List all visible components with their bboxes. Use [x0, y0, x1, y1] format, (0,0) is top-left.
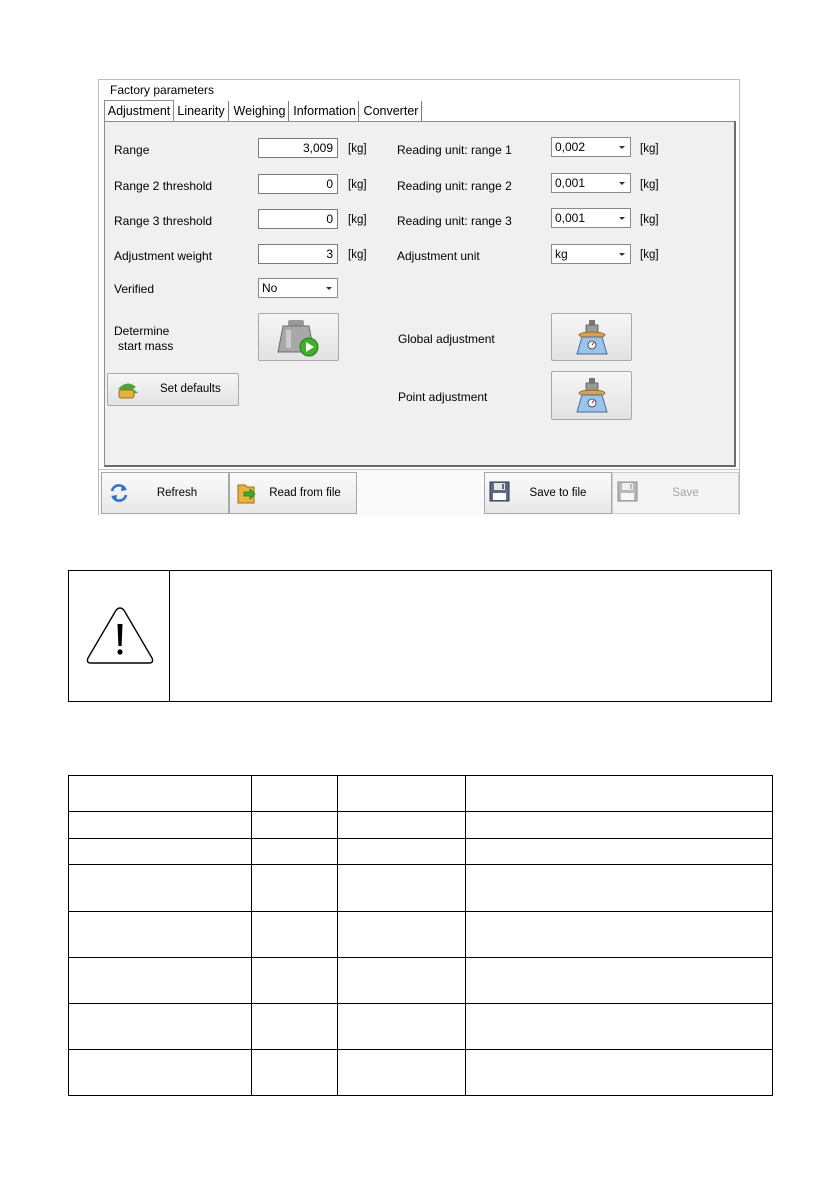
save-to-file-button[interactable]	[484, 472, 612, 514]
reading-unit-range2-select[interactable]	[551, 173, 631, 193]
range3-threshold-label: Range 3 threshold	[114, 214, 213, 228]
table-row	[69, 958, 773, 1004]
table-cell	[466, 839, 773, 865]
range3-threshold-input[interactable]: 0	[258, 209, 338, 229]
table-cell	[69, 1050, 252, 1096]
range2-threshold-input[interactable]: 0	[258, 174, 338, 194]
tab-information[interactable]: Information	[291, 101, 359, 121]
chevron-down-icon	[326, 287, 332, 290]
range2-threshold-label: Range 2 threshold	[114, 179, 213, 193]
table-cell	[69, 865, 252, 912]
table-row	[69, 912, 773, 958]
reading-unit-range1-value: 0,002	[555, 140, 586, 154]
save-button[interactable]	[612, 472, 739, 514]
save-label: Save	[672, 487, 699, 499]
bottom-toolbar	[99, 469, 739, 516]
table-cell	[69, 776, 252, 812]
range-label: Range	[114, 143, 150, 157]
table-cell	[338, 865, 466, 912]
table-cell	[338, 839, 466, 865]
weight-play-icon	[259, 314, 340, 362]
adjustment-weight-label: Adjustment weight	[114, 249, 213, 263]
table-cell	[69, 958, 252, 1004]
warning-triangle-icon	[83, 604, 157, 668]
table-cell	[338, 912, 466, 958]
reading-unit-range3-value: 0,001	[555, 211, 586, 225]
reading-unit-range1-unit: [kg]	[640, 143, 659, 155]
save-to-file-label: Save to file	[529, 487, 587, 499]
table-cell	[252, 912, 338, 958]
window-title: Factory parameters	[110, 83, 215, 97]
table-cell	[466, 865, 773, 912]
defaults-icon	[115, 379, 139, 401]
table-cell	[466, 912, 773, 958]
verified-label: Verified	[114, 282, 155, 296]
reading-unit-range1-label: Reading unit: range 1	[397, 143, 512, 157]
reading-unit-range2-value: 0,001	[555, 176, 586, 190]
tab-adjustment[interactable]: Adjustment	[104, 100, 174, 123]
adjustment-unit-unit: [kg]	[640, 249, 659, 261]
tab-weighing[interactable]: Weighing	[231, 101, 289, 121]
table-cell	[466, 812, 773, 839]
factory-parameters-window	[98, 79, 740, 515]
global-adjustment-button[interactable]	[551, 313, 632, 361]
table-cell	[69, 1004, 252, 1050]
table-cell	[252, 1004, 338, 1050]
tab-linearity[interactable]: Linearity	[174, 101, 229, 121]
determine-start-mass-label	[114, 324, 173, 354]
verified-value: No	[262, 281, 278, 295]
reading-unit-range3-label: Reading unit: range 3	[397, 214, 512, 228]
adjustment-weight-unit: [kg]	[348, 249, 367, 261]
range-unit: [kg]	[348, 143, 367, 155]
determine-start-mass-button[interactable]	[258, 313, 339, 361]
adjustment-unit-value: kg	[555, 247, 568, 261]
range-input[interactable]: 3,009	[258, 138, 338, 158]
chevron-down-icon	[619, 146, 625, 149]
refresh-label: Refresh	[156, 487, 198, 499]
chevron-down-icon	[619, 253, 625, 256]
refresh-button[interactable]	[101, 472, 229, 514]
verified-select[interactable]	[258, 278, 338, 298]
warning-box	[68, 570, 772, 702]
table-cell	[338, 1050, 466, 1096]
table-cell	[252, 839, 338, 865]
table-cell	[338, 812, 466, 839]
range2-unit: [kg]	[348, 179, 367, 191]
set-defaults-button[interactable]	[107, 373, 239, 406]
global-adjustment-label: Global adjustment	[398, 332, 495, 346]
range3-unit: [kg]	[348, 214, 367, 226]
table-cell	[252, 958, 338, 1004]
table-cell	[338, 1004, 466, 1050]
table-row	[69, 1004, 773, 1050]
table-cell	[252, 776, 338, 812]
table-cell	[466, 776, 773, 812]
reading-unit-range3-unit: [kg]	[640, 214, 659, 226]
table-row	[69, 865, 773, 912]
point-adjustment-button[interactable]	[551, 371, 632, 420]
table-cell	[338, 958, 466, 1004]
table-row	[69, 839, 773, 865]
parameter-table	[68, 775, 773, 1096]
determine-label-line2: start mass	[118, 339, 174, 353]
adjustment-unit-select[interactable]	[551, 244, 631, 264]
scale-weight-icon	[552, 372, 633, 421]
reading-unit-range2-label: Reading unit: range 2	[397, 179, 512, 193]
table-cell	[466, 1050, 773, 1096]
determine-label-line1: Determine	[114, 324, 170, 338]
adjustment-weight-input[interactable]: 3	[258, 244, 338, 264]
table-row	[69, 776, 773, 812]
table-cell	[69, 912, 252, 958]
table-cell	[252, 812, 338, 839]
reading-unit-range1-select[interactable]	[551, 137, 631, 157]
reading-unit-range3-select[interactable]	[551, 208, 631, 228]
table-cell	[466, 958, 773, 1004]
adjustment-panel	[104, 121, 736, 467]
table-cell	[69, 812, 252, 839]
warning-divider	[169, 571, 170, 701]
table-row	[69, 812, 773, 839]
table-cell	[252, 865, 338, 912]
point-adjustment-label: Point adjustment	[398, 390, 488, 404]
reading-unit-range2-unit: [kg]	[640, 179, 659, 191]
scale-weight-icon	[552, 314, 633, 362]
chevron-down-icon	[619, 217, 625, 220]
table-cell	[69, 839, 252, 865]
chevron-down-icon	[619, 182, 625, 185]
table-cell	[252, 1050, 338, 1096]
read-from-file-button[interactable]	[229, 472, 357, 514]
adjustment-unit-label: Adjustment unit	[397, 249, 480, 263]
table-cell	[338, 776, 466, 812]
tab-converter[interactable]: Converter	[361, 101, 422, 121]
read-from-file-label: Read from file	[269, 487, 341, 499]
table-cell	[466, 1004, 773, 1050]
set-defaults-label: Set defaults	[160, 383, 221, 395]
table-row	[69, 1050, 773, 1096]
